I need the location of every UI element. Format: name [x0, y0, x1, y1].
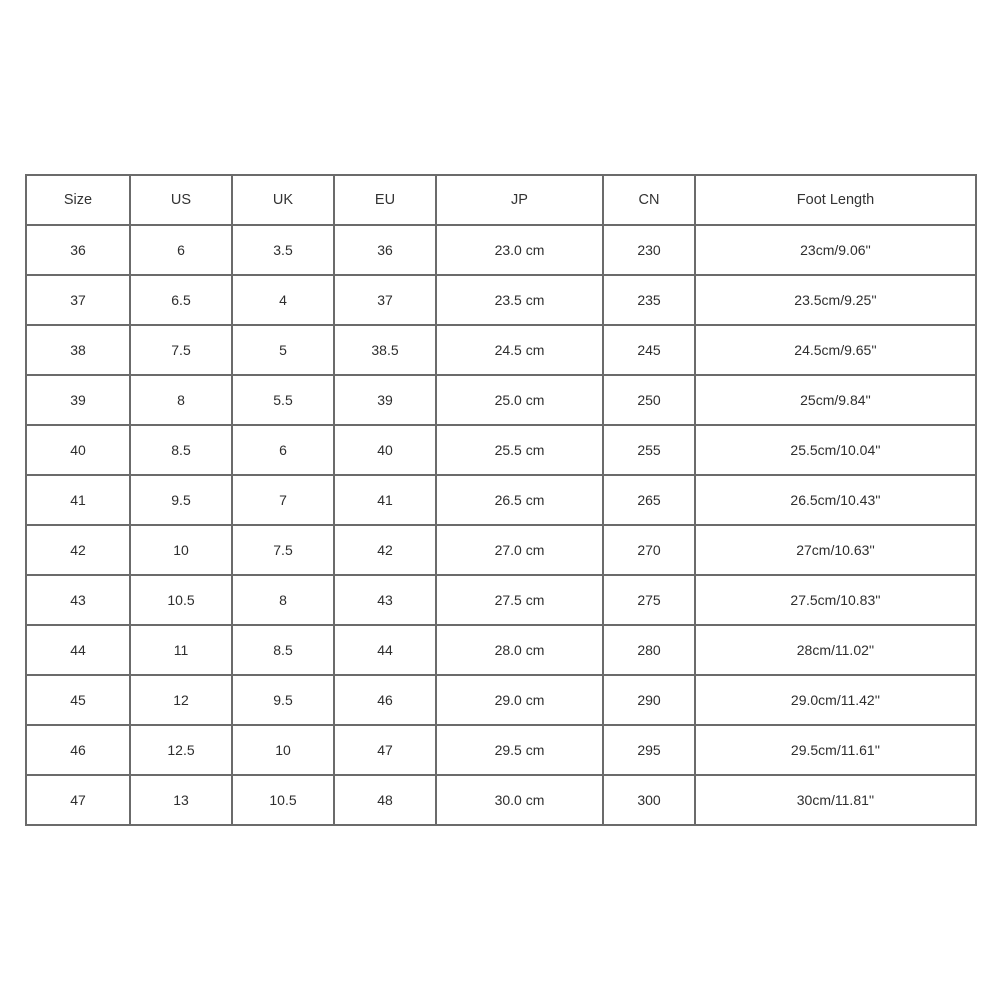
cell-eu: 44: [334, 625, 436, 675]
cell-jp: 26.5 cm: [436, 475, 603, 525]
cell-jp: 29.5 cm: [436, 725, 603, 775]
header-foot-length: Foot Length: [695, 175, 976, 225]
table-row: [26, 425, 976, 475]
cell-size: 46: [26, 725, 130, 775]
cell-jp: 29.0 cm: [436, 675, 603, 725]
cell-eu: 36: [334, 225, 436, 275]
cell-jp: 25.5 cm: [436, 425, 603, 475]
cell-us: 8: [130, 375, 232, 425]
cell-foot-length: 30cm/11.81'': [695, 775, 976, 825]
table-row: [26, 525, 976, 575]
cell-cn: 300: [603, 775, 695, 825]
cell-cn: 265: [603, 475, 695, 525]
cell-us: 7.5: [130, 325, 232, 375]
cell-eu: 37: [334, 275, 436, 325]
cell-cn: 235: [603, 275, 695, 325]
table-row: [26, 675, 976, 725]
cell-size: 45: [26, 675, 130, 725]
cell-foot-length: 23.5cm/9.25'': [695, 275, 976, 325]
cell-cn: 230: [603, 225, 695, 275]
cell-eu: 47: [334, 725, 436, 775]
header-cn: CN: [603, 175, 695, 225]
cell-uk: 8.5: [232, 625, 334, 675]
cell-uk: 4: [232, 275, 334, 325]
cell-us: 6.5: [130, 275, 232, 325]
cell-eu: 41: [334, 475, 436, 525]
cell-foot-length: 25cm/9.84'': [695, 375, 976, 425]
cell-cn: 245: [603, 325, 695, 375]
cell-size: 39: [26, 375, 130, 425]
table-row: [26, 275, 976, 325]
cell-cn: 275: [603, 575, 695, 625]
cell-uk: 9.5: [232, 675, 334, 725]
cell-cn: 280: [603, 625, 695, 675]
cell-foot-length: 27cm/10.63'': [695, 525, 976, 575]
cell-us: 6: [130, 225, 232, 275]
cell-size: 38: [26, 325, 130, 375]
cell-foot-length: 23cm/9.06'': [695, 225, 976, 275]
header-uk: UK: [232, 175, 334, 225]
cell-us: 13: [130, 775, 232, 825]
cell-eu: 40: [334, 425, 436, 475]
cell-eu: 39: [334, 375, 436, 425]
table-row: [26, 475, 976, 525]
cell-cn: 250: [603, 375, 695, 425]
cell-us: 9.5: [130, 475, 232, 525]
cell-size: 41: [26, 475, 130, 525]
cell-uk: 10: [232, 725, 334, 775]
cell-cn: 255: [603, 425, 695, 475]
cell-foot-length: 24.5cm/9.65'': [695, 325, 976, 375]
header-jp: JP: [436, 175, 603, 225]
cell-eu: 38.5: [334, 325, 436, 375]
cell-eu: 48: [334, 775, 436, 825]
header-size: Size: [26, 175, 130, 225]
cell-us: 10: [130, 525, 232, 575]
table-row: [26, 325, 976, 375]
cell-size: 40: [26, 425, 130, 475]
table-row: [26, 575, 976, 625]
cell-cn: 270: [603, 525, 695, 575]
cell-size: 42: [26, 525, 130, 575]
cell-jp: 25.0 cm: [436, 375, 603, 425]
cell-jp: 23.5 cm: [436, 275, 603, 325]
table-row: [26, 725, 976, 775]
cell-foot-length: 29.5cm/11.61'': [695, 725, 976, 775]
cell-jp: 27.0 cm: [436, 525, 603, 575]
table-row: [26, 225, 976, 275]
cell-foot-length: 25.5cm/10.04'': [695, 425, 976, 475]
cell-size: 37: [26, 275, 130, 325]
cell-eu: 42: [334, 525, 436, 575]
cell-us: 12: [130, 675, 232, 725]
cell-jp: 30.0 cm: [436, 775, 603, 825]
cell-uk: 7: [232, 475, 334, 525]
cell-jp: 27.5 cm: [436, 575, 603, 625]
cell-us: 12.5: [130, 725, 232, 775]
table-row: [26, 775, 976, 825]
cell-jp: 28.0 cm: [436, 625, 603, 675]
cell-uk: 3.5: [232, 225, 334, 275]
cell-eu: 46: [334, 675, 436, 725]
cell-size: 44: [26, 625, 130, 675]
cell-uk: 8: [232, 575, 334, 625]
cell-jp: 23.0 cm: [436, 225, 603, 275]
cell-uk: 5: [232, 325, 334, 375]
table-row: [26, 375, 976, 425]
cell-foot-length: 28cm/11.02'': [695, 625, 976, 675]
table-row: [26, 625, 976, 675]
header-eu: EU: [334, 175, 436, 225]
cell-foot-length: 29.0cm/11.42'': [695, 675, 976, 725]
cell-eu: 43: [334, 575, 436, 625]
cell-jp: 24.5 cm: [436, 325, 603, 375]
size-chart-table: [25, 174, 977, 826]
cell-uk: 10.5: [232, 775, 334, 825]
cell-us: 11: [130, 625, 232, 675]
cell-size: 43: [26, 575, 130, 625]
header-us: US: [130, 175, 232, 225]
cell-size: 47: [26, 775, 130, 825]
cell-uk: 5.5: [232, 375, 334, 425]
cell-us: 10.5: [130, 575, 232, 625]
header-row: [26, 175, 976, 225]
cell-uk: 6: [232, 425, 334, 475]
cell-cn: 295: [603, 725, 695, 775]
cell-size: 36: [26, 225, 130, 275]
size-chart-body: [26, 225, 976, 825]
cell-cn: 290: [603, 675, 695, 725]
cell-foot-length: 26.5cm/10.43'': [695, 475, 976, 525]
cell-foot-length: 27.5cm/10.83'': [695, 575, 976, 625]
cell-uk: 7.5: [232, 525, 334, 575]
cell-us: 8.5: [130, 425, 232, 475]
